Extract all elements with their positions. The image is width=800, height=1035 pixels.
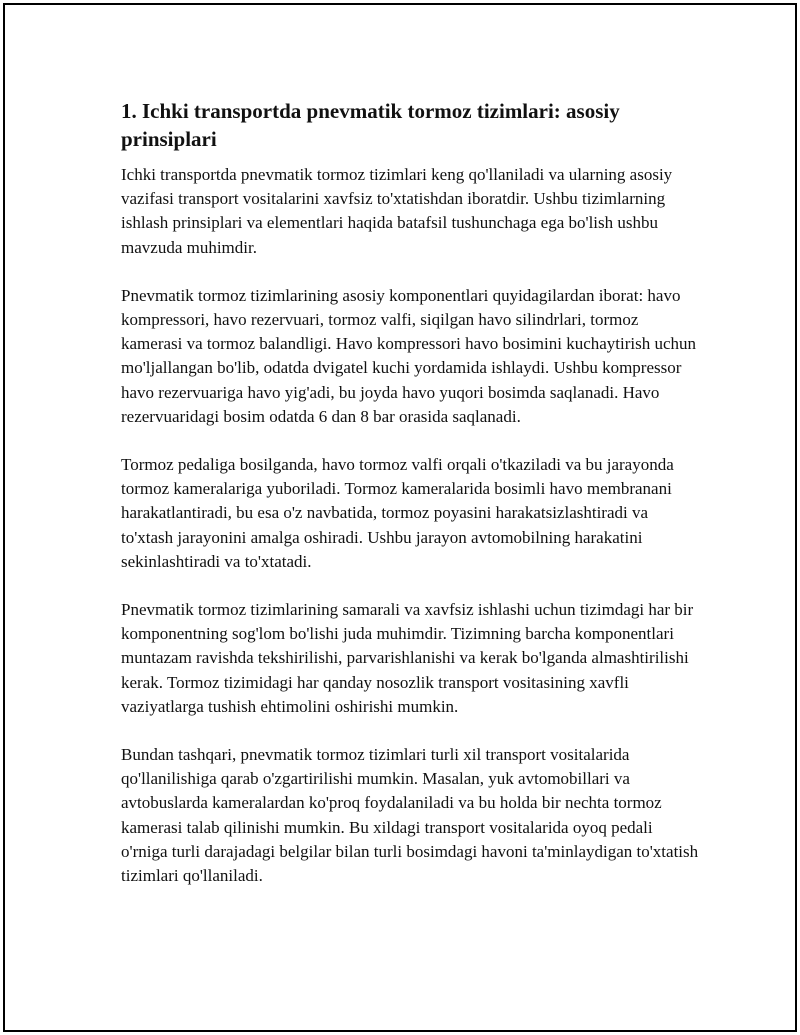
paragraph-components: Pnevmatik tormoz tizimlarining asosiy komponentlari quyidagilardan iborat: havo kompressori, havo rezervuari, tormoz valfi, siqilgan havo silindrlari, tormoz kamerasi va tormoz balandligi. Havo kompressori havo bosimini kuchaytirish uchun mo'ljallangan bo'lib, odatda dvigatel kuchi yordamida ishlaydi. Ushbu kompressor havo rezervuariga havo yig'adi, bu joyda havo yuqori bosimda saqlanadi. Havo rezervuaridagi bosim odatda 6 dan 8 bar orasida saqlanadi. xyxy=(121,285,697,426)
section-title: 1. Ichki transportda pnevmatik tormoz tizimlari: asosiy prinsiplari xyxy=(121,99,620,151)
paragraph-variants: Bundan tashqari, pnevmatik tormoz tizimlari turli xil transport vositalarida qo'llanilishiga qarab o'zgartirilishi mumkin. Masalan, yuk avtomobillari va avtobuslarda kameralardan ko'proq foydalaniladi va bu holda bir nechta tormoz kamerasi talab qilinishi mumkin. Bu xildagi transport vositalarida oyoq pedali o'rniga turli darajadagi belgilar bilan turli bosimdagi havoni ta'minlaydigan to'xtatish tizimlari qo'llaniladi. xyxy=(121,745,699,886)
paragraph-maintenance: Pnevmatik tormoz tizimlarining samarali va xavfsiz ishlashi uchun tizimdagi har bir komponentning sog'lom bo'lishi juda muhimdir. Tizimning barcha komponentlari muntazam ravishda tekshirilishi, parvarishlanishi va kerak bo'lganda almashtirilishi kerak. Tormoz tizimidagi har qanday nosozlik transport vositasining xavfli vaziyatlarga tushish ehtimolini oshirishi mumkin. xyxy=(121,600,694,716)
paragraph-operation: Tormoz pedaliga bosilganda, havo tormoz valfi orqali o'tkaziladi va bu jarayonda tormoz kameralariga yuboriladi. Tormoz kameralarida bosimli havo membranani harakatlantiradi, bu esa o'z navbatida, tormoz poyasini harakatsizlashtiradi va to'xtash jarayonini amalga oshiradi. Ushbu jarayon avtomobilning harakatini sekinlashtiradi va to'xtatadi. xyxy=(121,455,674,571)
document-body xyxy=(121,97,701,912)
page-border xyxy=(3,3,797,1032)
paragraph-intro: Ichki transportda pnevmatik tormoz tizimlari keng qo'llaniladi va ularning asosiy vazifasi transport vositalarini xavfsiz to'xtatishdan iboratdir. Ushbu tizimlarning ishlash prinsiplari va elementlari haqida batafsil tushunchaga ega bo'lish ushbu mavzuda muhimdir. xyxy=(121,165,673,257)
